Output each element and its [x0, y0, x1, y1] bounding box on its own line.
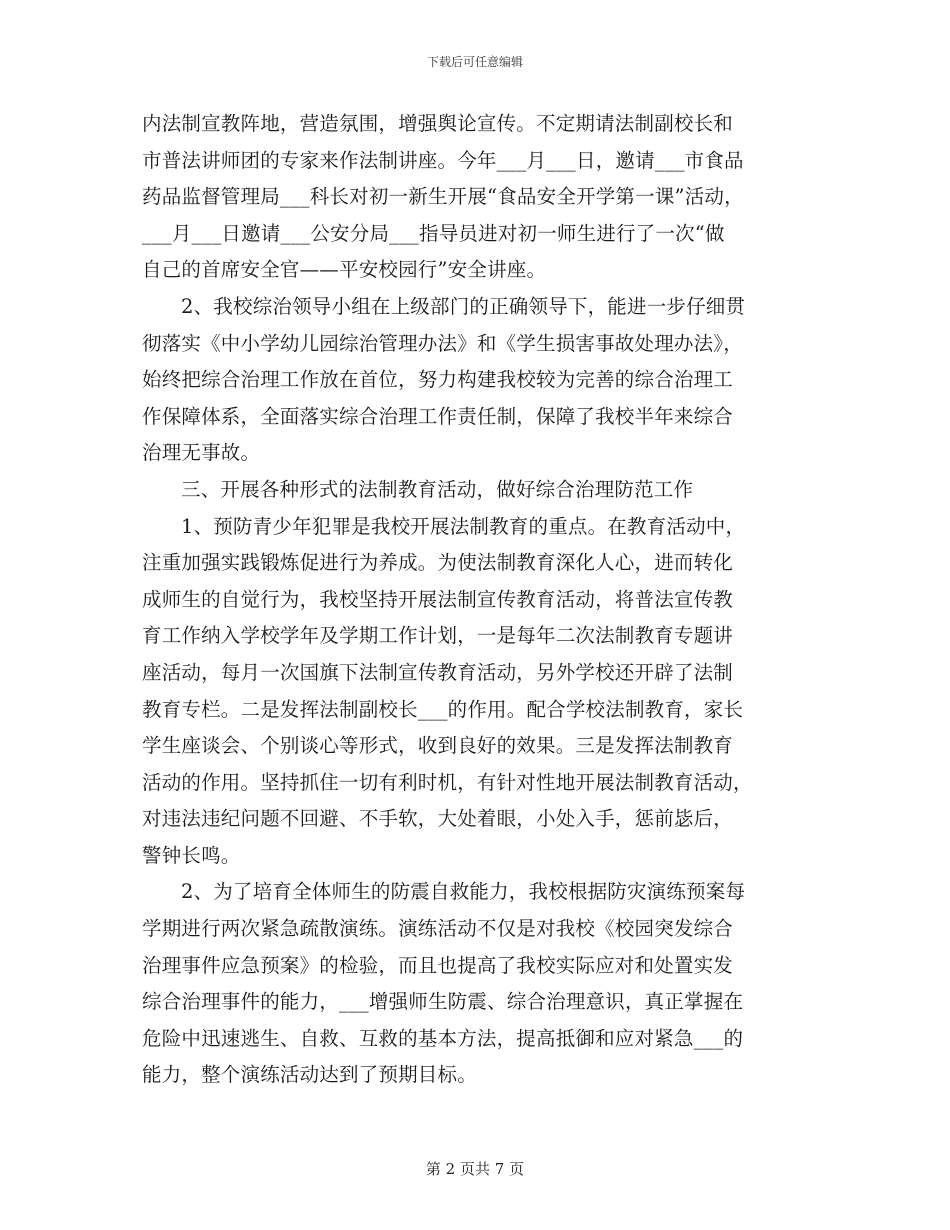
text-line: 成师生的自觉行为，我校坚持开展法制宣传教育活动，将普法宣传教 [142, 587, 734, 611]
text-line: 活动的作用。坚持抓住一切有利时机，有针对性地开展法制教育活动， [142, 770, 753, 794]
text-line: 教育专栏。二是发挥法制副校长___的作用。配合学校法制教育，家长 [142, 697, 744, 721]
text-line: 作保障体系，全面落实综合治理工作责任制，保障了我校半年来综合 [142, 404, 734, 428]
text-line: 危险中迅速逃生、自救、互救的基本方法，提高抵御和应对紧急___的 [142, 1026, 744, 1050]
section-heading: 三、开展各种形式的法制教育活动，做好综合治理防范工作 [181, 477, 694, 501]
text-line: 对违法违纪问题不回避、不手软，大处着眼，小处入手，惩前毖后， [142, 807, 734, 831]
text-line: ___月___日邀请___公安分局___指导员进对初一师生进行了一次“做 [142, 221, 725, 245]
text-line: 自己的首席安全官——平安校园行”安全讲座。 [142, 258, 547, 282]
text-line: 座活动，每月一次国旗下法制宣传教育活动，另外学校还开辟了法制 [142, 660, 734, 684]
document-body [142, 106, 818, 1094]
text-line: 治理事件应急预案》的检验，而且也提高了我校实际应对和处置实发 [142, 953, 734, 977]
text-line: 内法制宣教阵地，营造氛围，增强舆论宣传。不定期请法制副校长和 [142, 112, 734, 135]
text-line: 学生座谈会、个别谈心等形式，收到良好的效果。三是发挥法制教育 [142, 734, 734, 758]
text-line: 能力，整个演练活动达到了预期目标。 [142, 1063, 477, 1087]
text-line: 育工作纳入学校学年及学期工作计划，一是每年二次法制教育专题讲 [142, 624, 734, 648]
page-footer: 第 2 页共 7 页 [425, 1160, 525, 1178]
paragraph-start-line: 1、预防青少年犯罪是我校开展法制教育的重点。在教育活动中， [181, 514, 746, 538]
text-line: 药品监督管理局___科长对初一新生开展“食品安全开学第一课”活动， [142, 185, 744, 209]
paragraph-start-line: 2、为了培育全体师生的防震自救能力，我校根据防灾演练预案每 [181, 880, 746, 904]
text-line: 彻落实《中小学幼儿园综治管理办法》和《学生损害事故处理办法》， [142, 331, 743, 355]
text-line: 市普法讲师团的专家来作法制讲座。今年___月___日，邀请___市食品 [142, 148, 744, 172]
page-header: 下载后可任意编辑 [426, 55, 523, 69]
text-line: 治理无事故。 [142, 441, 261, 465]
text-line: 学期进行两次紧急疏散演练。演练活动不仅是对我校《校园突发综合 [142, 917, 734, 941]
text-line: 注重加强实践锻炼促进行为养成。为使法制教育深化人心，进而转化 [142, 551, 734, 575]
text-line: 警钟长鸣。 [142, 843, 241, 867]
text-line: 综合治理事件的能力，___增强师生防震、综合治理意识，真正掌握在 [142, 990, 744, 1014]
text-line: 始终把综合治理工作放在首位，努力构建我校较为完善的综合治理工 [142, 368, 734, 392]
paragraph-start-line: 2、我校综治领导小组在上级部门的正确领导下，能进一步仔细贯 [181, 294, 746, 318]
